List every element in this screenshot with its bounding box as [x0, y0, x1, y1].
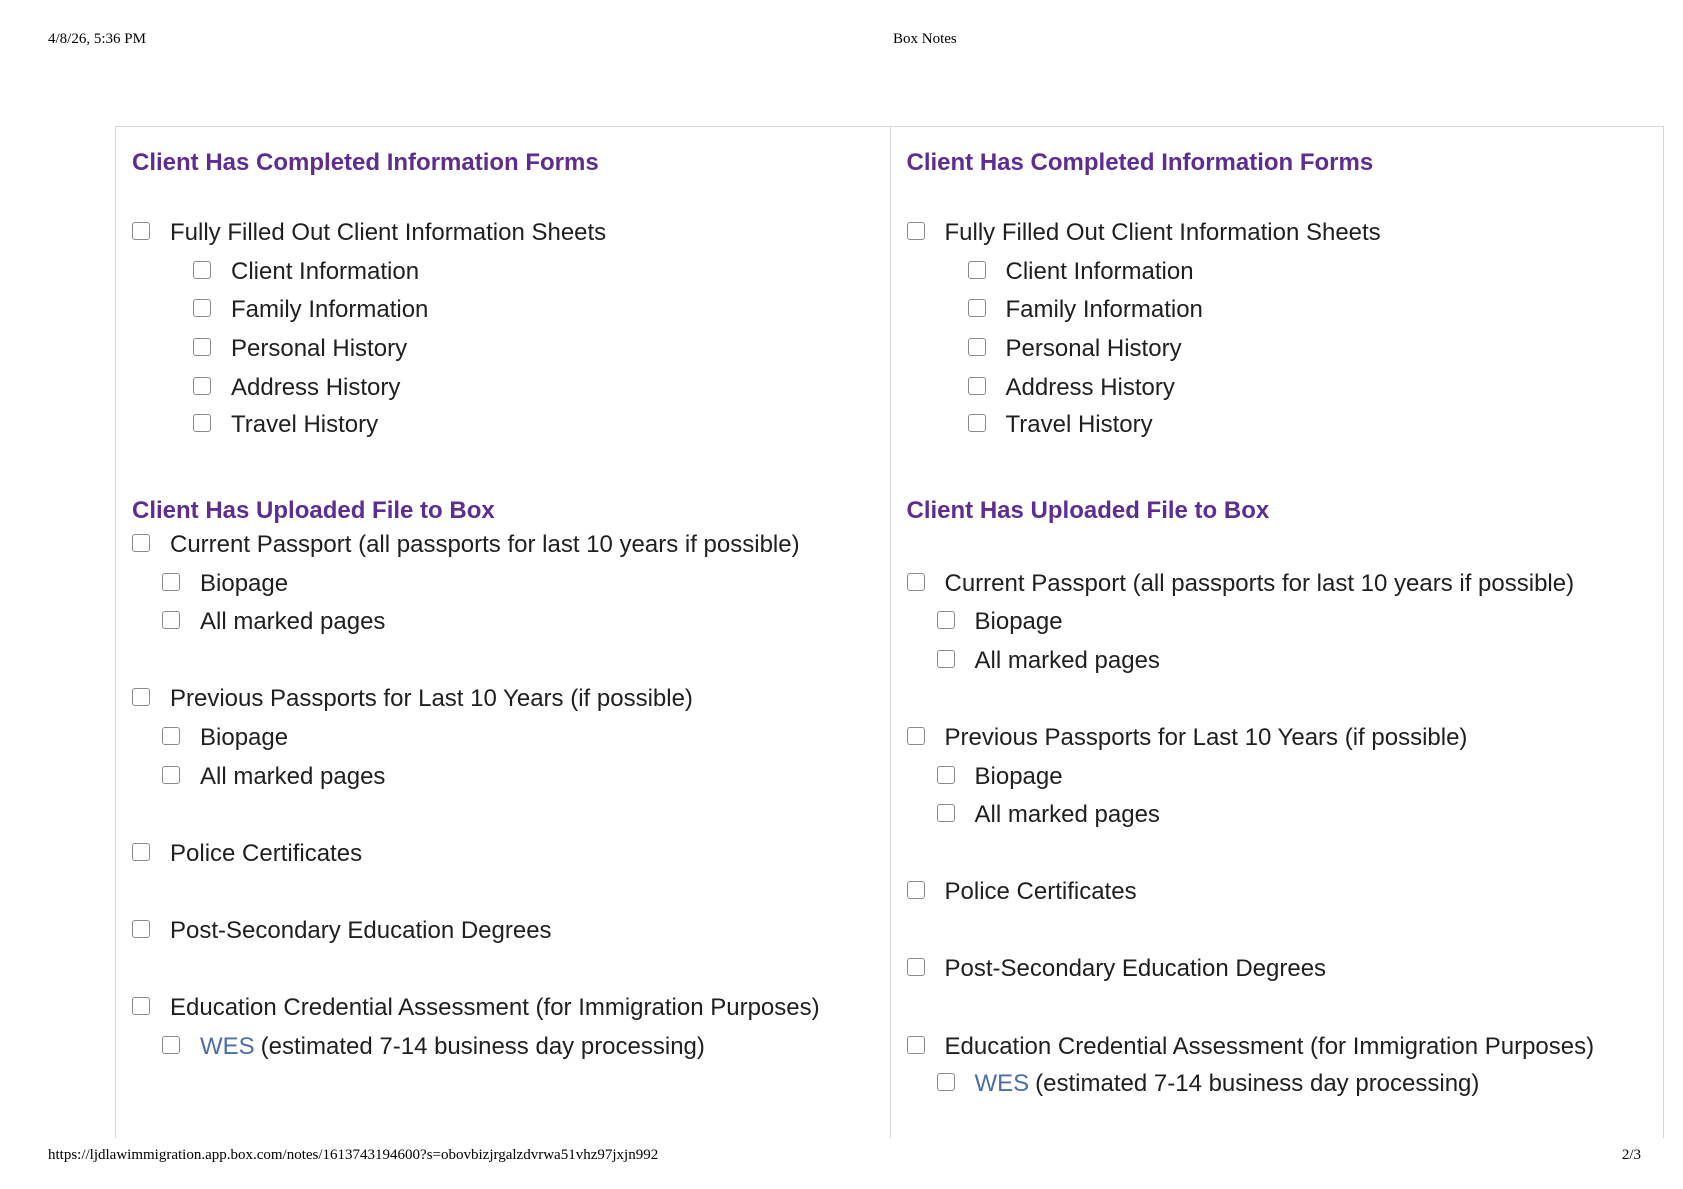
item-label: Fully Filled Out Client Information Sheets — [170, 219, 607, 246]
checkbox[interactable] — [968, 414, 986, 432]
wes-link[interactable]: WES — [974, 1070, 1030, 1097]
item-label: Personal History — [1005, 335, 1182, 362]
checkbox[interactable] — [937, 650, 955, 668]
checkbox[interactable] — [937, 766, 955, 784]
checklist-item[interactable] — [162, 1033, 705, 1061]
checklist-item[interactable] — [162, 763, 385, 791]
item-label: Biopage — [974, 608, 1063, 635]
checkbox[interactable] — [968, 299, 986, 317]
checklist-item[interactable] — [968, 258, 1194, 286]
checklist-item[interactable] — [132, 917, 552, 945]
item-label: Family Information — [1005, 296, 1203, 323]
print-date: 4/8/26, 5:36 PM — [48, 31, 146, 47]
checklist-item[interactable] — [907, 570, 1575, 598]
checklist-item[interactable] — [132, 219, 606, 247]
checkbox[interactable] — [968, 377, 986, 395]
item-label: Travel History — [1005, 411, 1153, 438]
item-label: Current Passport (all passports for last 10 years if possible) — [944, 570, 1575, 597]
item-label: Previous Passports for Last 10 Years (if possible) — [944, 724, 1468, 751]
checklist-item[interactable] — [937, 801, 1160, 829]
item-label: (estimated 7-14 business day processing) — [1035, 1070, 1480, 1097]
checklist-item[interactable] — [937, 608, 1063, 636]
checkbox[interactable] — [907, 727, 925, 745]
item-label: Client Information — [231, 258, 420, 285]
checkbox[interactable] — [907, 958, 925, 976]
item-label: Police Certificates — [944, 878, 1137, 905]
item-label: Post-Secondary Education Degrees — [170, 917, 552, 944]
checklist-item[interactable] — [907, 1033, 1595, 1061]
upload-heading: Client Has Uploaded File to Box — [132, 497, 495, 524]
item-label: All marked pages — [200, 608, 386, 635]
item-label: All marked pages — [974, 647, 1160, 674]
item-label: Post-Secondary Education Degrees — [944, 955, 1327, 982]
item-label: Travel History — [231, 411, 379, 438]
checkbox[interactable] — [193, 377, 211, 395]
checkbox[interactable] — [907, 222, 925, 240]
checklist-item[interactable] — [162, 724, 288, 752]
item-label: Client Information — [1005, 258, 1194, 285]
item-label: (estimated 7-14 business day processing) — [260, 1033, 705, 1060]
checklist-item[interactable] — [193, 258, 419, 286]
checkbox[interactable] — [162, 727, 180, 745]
notes-table — [115, 126, 1664, 1138]
checklist-item[interactable] — [968, 374, 1175, 402]
checkbox[interactable] — [132, 997, 150, 1015]
upload-heading: Client Has Uploaded File to Box — [906, 497, 1270, 524]
print-url: https://ljdlawimmigration.app.box.com/notes/1613743194600?s=obovbizjrgalzdvrwa51vhz97jxjn992 — [48, 1147, 659, 1163]
checklist-item[interactable] — [907, 219, 1381, 247]
forms-heading: Client Has Completed Information Forms — [906, 149, 1374, 176]
checkbox[interactable] — [132, 688, 150, 706]
checkbox[interactable] — [162, 766, 180, 784]
forms-heading: Client Has Completed Information Forms — [132, 149, 599, 176]
item-label: Biopage — [974, 763, 1063, 790]
item-label: Family Information — [231, 296, 429, 323]
checklist-item[interactable] — [937, 1070, 1480, 1098]
checklist-item[interactable] — [132, 840, 362, 868]
checkbox[interactable] — [907, 573, 925, 591]
checkbox[interactable] — [193, 338, 211, 356]
checkbox[interactable] — [132, 920, 150, 938]
item-label: Address History — [1005, 374, 1175, 401]
item-label: All marked pages — [974, 801, 1160, 828]
page-number: 2/3 — [1621, 1147, 1641, 1163]
item-label: Education Credential Assessment (for Immigration Purposes) — [944, 1033, 1595, 1060]
print-title: Box Notes — [893, 31, 957, 47]
checkbox[interactable] — [968, 338, 986, 356]
item-label: All marked pages — [200, 763, 386, 790]
checkbox[interactable] — [162, 1036, 180, 1054]
checklist-item[interactable] — [968, 296, 1203, 324]
left-column — [116, 127, 890, 1138]
checkbox[interactable] — [162, 611, 180, 629]
checklist-item[interactable] — [937, 763, 1063, 791]
checklist-item[interactable] — [968, 411, 1153, 439]
checklist-item[interactable] — [162, 570, 288, 598]
item-label: Previous Passports for Last 10 Years (if possible) — [170, 685, 693, 712]
item-label: Current Passport (all passports for last 10 years if possible) — [170, 531, 800, 558]
item-label: Fully Filled Out Client Information Sheets — [944, 219, 1381, 246]
checklist-item[interactable] — [937, 647, 1160, 675]
checkbox[interactable] — [907, 881, 925, 899]
checkbox[interactable] — [907, 1036, 925, 1054]
checkbox[interactable] — [132, 222, 150, 240]
checklist-item[interactable] — [193, 335, 407, 363]
item-label: Personal History — [231, 335, 408, 362]
checklist-item[interactable] — [193, 296, 428, 324]
item-label: Education Credential Assessment (for Immigration Purposes) — [170, 994, 820, 1021]
checklist-item[interactable] — [193, 374, 400, 402]
checklist-item[interactable] — [193, 411, 378, 439]
checkbox[interactable] — [132, 843, 150, 861]
checkbox[interactable] — [132, 534, 150, 552]
item-label: Police Certificates — [170, 840, 363, 867]
checklist-item[interactable] — [907, 955, 1327, 983]
item-label: Address History — [231, 374, 401, 401]
right-column — [890, 127, 1664, 1138]
checklist-item[interactable] — [162, 608, 385, 636]
checkbox[interactable] — [937, 1073, 955, 1091]
checkbox[interactable] — [193, 261, 211, 279]
checklist-item[interactable] — [907, 878, 1137, 906]
wes-link[interactable]: WES — [200, 1033, 255, 1060]
checkbox[interactable] — [162, 573, 180, 591]
checkbox[interactable] — [937, 611, 955, 629]
checklist-item[interactable] — [968, 335, 1182, 363]
checkbox[interactable] — [937, 804, 955, 822]
checkbox[interactable] — [193, 299, 211, 317]
checklist-item[interactable] — [132, 994, 820, 1022]
checkbox[interactable] — [193, 414, 211, 432]
checklist-item[interactable] — [132, 531, 800, 559]
item-label: Biopage — [200, 570, 289, 597]
checkbox[interactable] — [968, 261, 986, 279]
checklist-item[interactable] — [907, 724, 1468, 752]
checklist-item[interactable] — [132, 685, 693, 713]
item-label: Biopage — [200, 724, 289, 751]
